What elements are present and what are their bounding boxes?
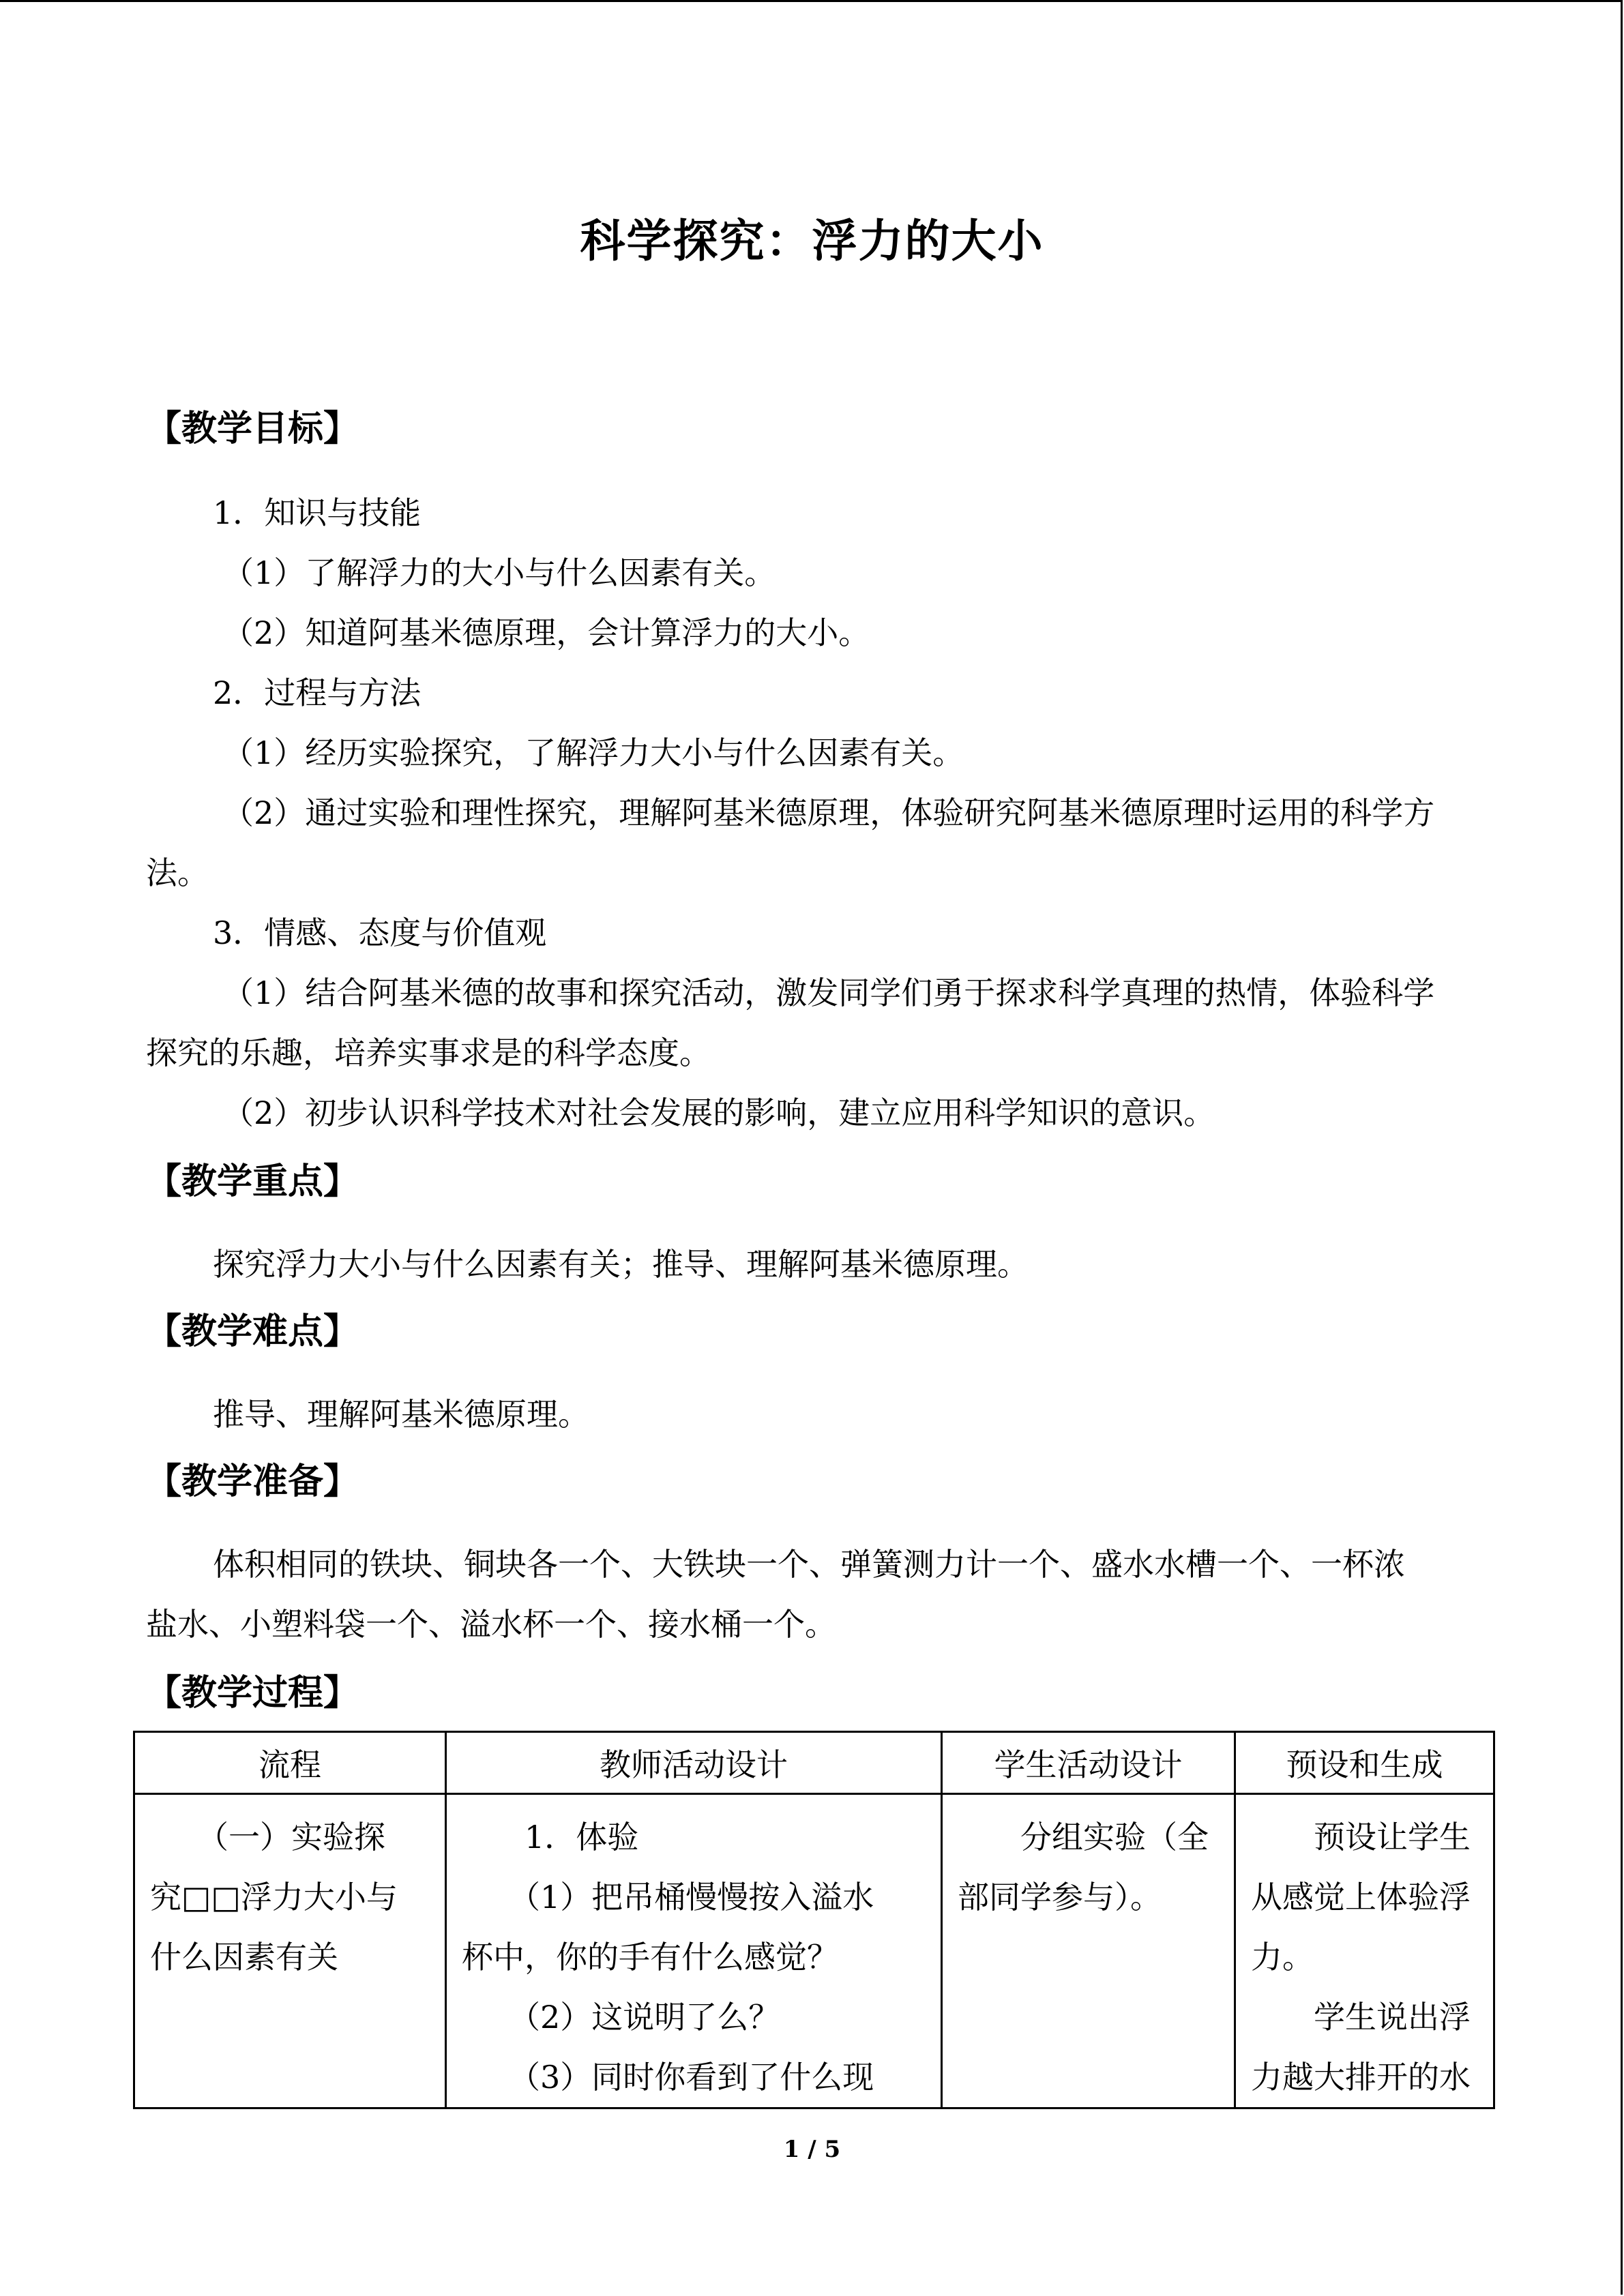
goal-2a: （1）经历实验探究，了解浮力大小与什么因素有关。 <box>222 734 964 771</box>
goal-2b-line1: （2）通过实验和理性探究，理解阿基米德原理，体验研究阿基米德原理时运用的科学方 <box>222 794 1435 831</box>
cell-line: 学生说出浮 <box>1251 1999 1471 2036</box>
cell-line: 杯中，你的手有什么感觉？ <box>462 1939 838 1976</box>
cell-preset <box>1235 1794 1494 2108</box>
header-flow: 流程 <box>134 1732 446 1794</box>
difficult-text: 推导、理解阿基米德原理。 <box>213 1396 589 1433</box>
cell-line: （2）这说明了么？ <box>462 1999 780 2036</box>
goal-1b: （2）知道阿基米德原理，会计算浮力的大小。 <box>222 614 870 651</box>
cell-line: 从感觉上体验浮 <box>1251 1879 1471 1915</box>
header-student: 学生活动设计 <box>942 1732 1235 1794</box>
prep-text-line2: 盐水、小塑料袋一个、溢水杯一个、接水桶一个。 <box>146 1606 836 1643</box>
cell-line: 力。 <box>1251 1939 1314 1976</box>
page-title: 科学探究：浮力的大小 <box>580 215 1044 267</box>
cell-line: 部同学参与）。 <box>958 1879 1162 1915</box>
cell-line: （3）同时你看到了什么现 <box>462 2059 874 2096</box>
goal-2: 2．过程与方法 <box>213 674 422 711</box>
goal-2b-line2: 法。 <box>146 854 209 891</box>
table-row <box>134 1794 1494 2108</box>
cell-line: 分组实验（全 <box>958 1819 1209 1855</box>
goal-3b: （2）初步认识科学技术对社会发展的影响，建立应用科学知识的意识。 <box>222 1094 1215 1131</box>
section-process-heading: 【教学过程】 <box>146 1673 359 1714</box>
key-text: 探究浮力大小与什么因素有关；推导、理解阿基米德原理。 <box>213 1246 1029 1283</box>
section-key-heading: 【教学重点】 <box>146 1161 359 1202</box>
goal-3a-line2: 探究的乐趣，培养实事求是的科学态度。 <box>146 1034 711 1071</box>
header-preset: 预设和生成 <box>1235 1732 1494 1794</box>
cell-teacher <box>446 1794 942 2108</box>
cell-line: （一）实验探 <box>150 1819 385 1855</box>
cell-line: 什么因素有关 <box>150 1939 338 1976</box>
goal-1: 1．知识与技能 <box>213 494 422 531</box>
prep-text-line1: 体积相同的铁块、铜块各一个、大铁块一个、弹簧测力计一个、盛水水槽一个、一杯浓 <box>213 1546 1405 1583</box>
header-teacher: 教师活动设计 <box>446 1732 942 1794</box>
cell-line: 预设让学生 <box>1251 1819 1471 1855</box>
goal-1a: （1）了解浮力的大小与什么因素有关。 <box>222 554 776 591</box>
section-goals-heading: 【教学目标】 <box>146 408 359 449</box>
cell-student <box>942 1794 1235 2108</box>
cell-line: 1．体验 <box>462 1819 639 1855</box>
page-number: 1 / 5 <box>783 2136 841 2163</box>
cell-line: （1）把吊桶慢慢按入溢水 <box>462 1879 874 1915</box>
section-difficult-heading: 【教学难点】 <box>146 1311 359 1352</box>
goal-3a-line1: （1）结合阿基米德的故事和探究活动，激发同学们勇于探求科学真理的热情，体验科学 <box>222 974 1435 1011</box>
cell-flow <box>134 1794 446 2108</box>
section-prep-heading: 【教学准备】 <box>146 1461 359 1502</box>
cell-line: 究□□浮力大小与 <box>150 1879 398 1915</box>
process-table <box>133 1731 1495 2109</box>
goal-3: 3．情感、态度与价值观 <box>213 914 547 951</box>
table-header-row <box>134 1732 1494 1794</box>
cell-line: 力越大排开的水 <box>1251 2059 1471 2096</box>
